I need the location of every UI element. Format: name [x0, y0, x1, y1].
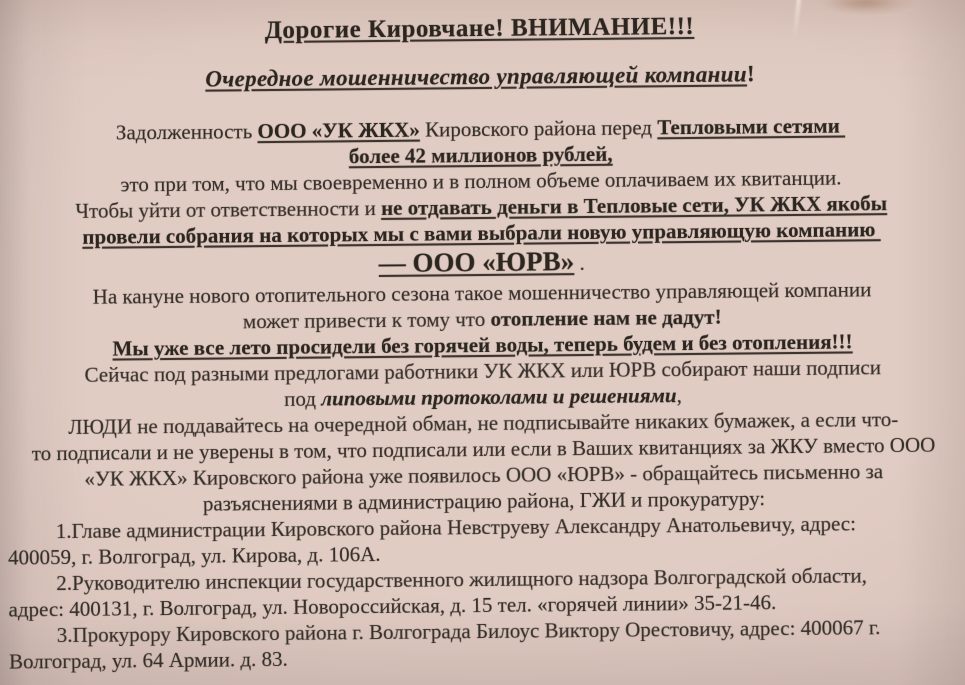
scheme-accusation-1: не отдавать деньги в Тепловые сети, УК ЖКХ якобы — [380, 191, 888, 220]
season-text-1: На кануне нового отопительного сезона такое мошенничество управляющей компании — [92, 277, 872, 309]
no-heating-warning: отопление нам не дадут! — [490, 304, 722, 331]
scheme-intro: Чтобы уйти от ответственности и — [75, 195, 382, 223]
warning-text-4: разъяснениями в администрацию района, ГЖИ и прокуратуру: — [202, 486, 766, 516]
org-uk-zhkh: ООО «УК ЖКХ» — [257, 117, 420, 144]
notice-title-text: Дорогие Кировчане! ВНИМАНИЕ!!! — [264, 12, 695, 45]
notice-title — [0, 9, 962, 48]
warning-text-2: то подписали и не уверены в том, что подписали или если в Ваших квитанциях за ЖКУ вместо ООО — [31, 432, 936, 466]
warning-text-3: «УК ЖКХ» Кировского района уже появилось ООО «ЮРВ» - обращайтесь письменно за — [84, 459, 884, 491]
notice-body — [0, 111, 965, 674]
warning-text-1: ЛЮДИ не поддавайтесь на очередной обман, не подписывайте никаких бумажек, а если что- — [68, 407, 899, 439]
fake-protocols: липовыми протоколами и решениями — [321, 383, 677, 411]
debt-intro: Задолженность — [115, 119, 258, 145]
no-hot-water-text: Мы уже все лето просидели без горячей воды, теперь будем и без отопления!!! — [112, 329, 853, 361]
signatures-under: под — [284, 386, 322, 411]
contact-1-text-1: 1.Главе администрации Кировского района Невструеву Александру Анатольевичу, адрес: — [55, 511, 857, 544]
debt-middle: Кировского района перед — [419, 115, 658, 142]
scheme-accusation-2: провели собрания на которых мы с вами выбрали новую управляющую компанию — [82, 217, 881, 249]
notice-subtitle-exclamation: ! — [746, 61, 755, 87]
heat-networks: Тепловыми сетями — [657, 113, 846, 140]
paid-on-time-text: это при том, что мы своевременно и в полном объеме оплачиваем их квитанции. — [120, 165, 842, 197]
signatures-text-1: Сейчас под разными предлогами работники УК ЖКХ или ЮРВ собирают наши подписи — [84, 355, 882, 387]
contact-3-text-2: Волгоград, ул. 64 Армии. д. 83. — [8, 646, 288, 674]
notice-subtitle-text: Очередное мошенничество управляющей компании — [205, 61, 747, 92]
season-text-2: может привести к тому что — [242, 306, 491, 334]
contact-2-text-2: адрес: 400131, г. Волгоград, ул. Новороссийская, д. 15 тел. «горячей линии» 35-21-46. — [8, 590, 777, 622]
notice-subtitle — [0, 57, 963, 96]
contact-2-text-1: 2.Руководителю инспекции государственного жилищного надзора Волгоградской области, — [56, 563, 868, 596]
org-yurv-period: . — [574, 251, 585, 276]
debt-amount: более 42 миллионов рублей, — [348, 141, 613, 169]
contact-1-text-2: 400059, г. Волгоград, ул. Кирова, д. 106А. — [7, 541, 381, 570]
signatures-comma: , — [676, 383, 682, 408]
contact-3-text-1: 3.Прокурору Кировского района г. Волгограда Билоус Виктору Орестовичу, адрес: 400067 г. — [56, 615, 881, 648]
org-yurv: — ООО «ЮРВ» — [378, 246, 575, 278]
